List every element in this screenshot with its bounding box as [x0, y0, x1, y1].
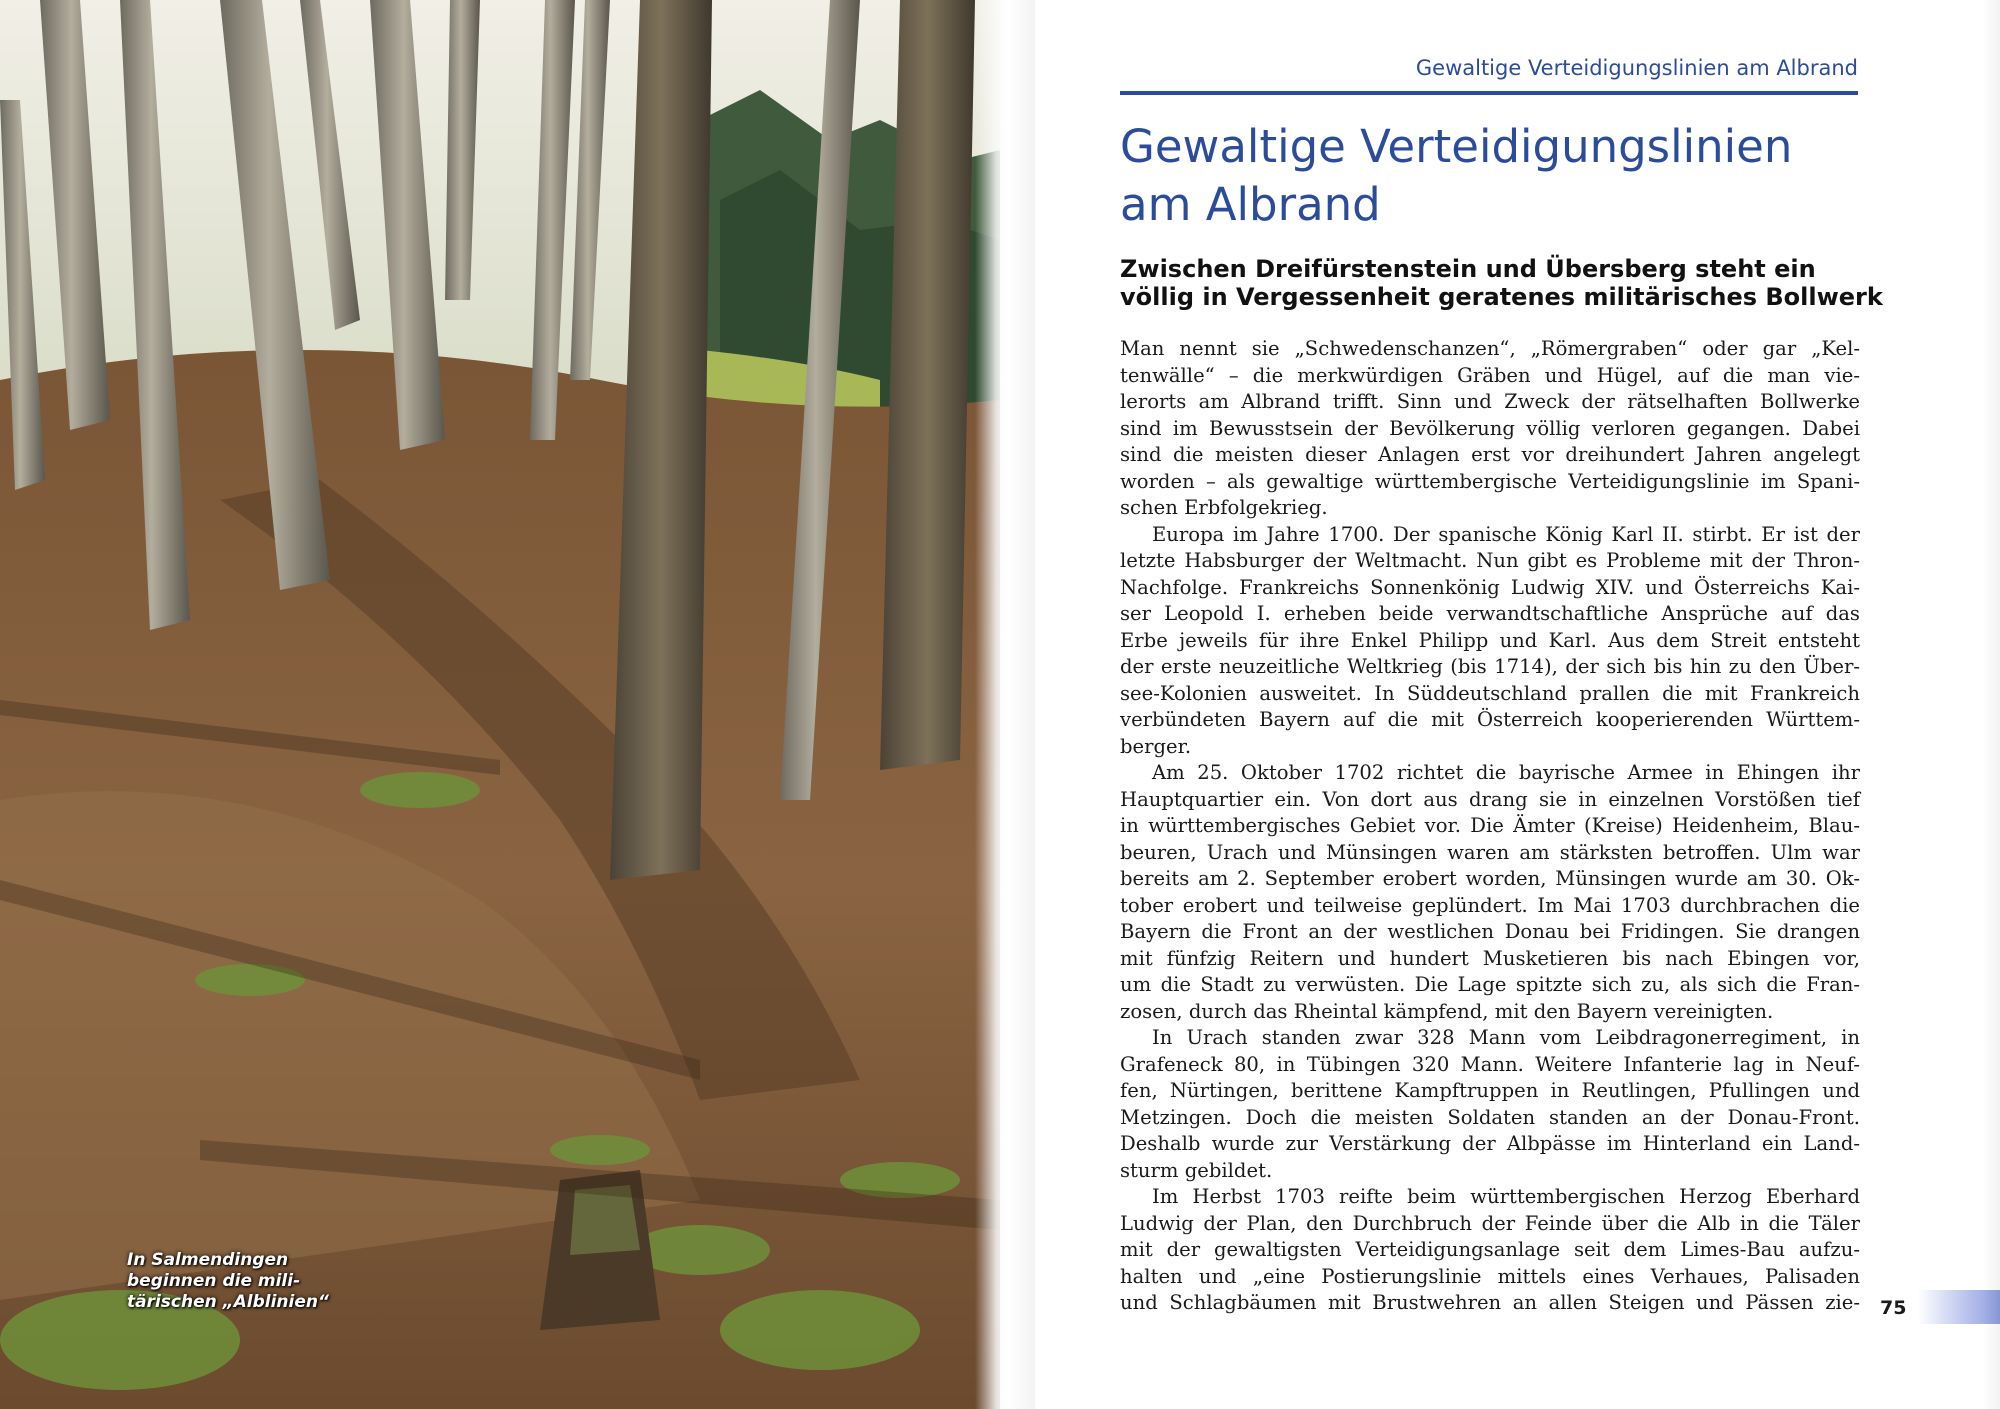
- body-line: mit der gewaltigsten Verteidigungsanlage seit dem Limes-Bau aufzu-: [1120, 1238, 1860, 1261]
- body-line: Metzingen. Doch die meisten Soldaten standen an der Donau-Front.: [1120, 1105, 1860, 1129]
- body-line: mit fünfzig Reitern und hundert Musketieren bis nach Ebingen vor,: [1120, 946, 1860, 970]
- photo-caption: [127, 1250, 357, 1313]
- body-line: Am 25. Oktober 1702 richtet die bayrische Armee in Ehingen ihr: [1152, 761, 1860, 784]
- body-line: beuren, Urach und Münsingen waren am stärksten betroffen. Ulm war: [1120, 840, 1860, 864]
- caption-line-2: beginnen die mili-: [127, 1271, 301, 1291]
- body-line: und Schlagbäumen mit Brustwehren an allen Steigen und Pässen zie-: [1120, 1291, 1860, 1314]
- chapter-subtitle-line-2: völlig in Vergessenheit geratenes militärisches Bollwerk: [1120, 283, 1883, 311]
- page-number: 75: [1880, 1297, 1907, 1319]
- body-line: Nachfolge. Frankreichs Sonnenkönig Ludwig XIV. und Österreichs Kai-: [1120, 575, 1860, 599]
- body-line: worden – als gewaltige württembergische Verteidigungslinie im Spani-: [1120, 469, 1860, 493]
- chapter-subtitle: [1120, 255, 1883, 311]
- body-line: zosen, durch das Rheintal kämpfend, mit den Bayern vereinigten.: [1120, 999, 1774, 1023]
- body-line: verbündeten Bayern auf die mit Österreich kooperierenden Württem-: [1120, 708, 1860, 731]
- body-line: der erste neuzeitliche Weltkrieg (bis 1714), der sich bis hin zu den Über-: [1120, 655, 1860, 678]
- running-head: Gewaltige Verteidigungslinien am Albrand: [1415, 56, 1858, 80]
- caption-line-3: tärischen „Alblinien“: [127, 1292, 329, 1312]
- body-line: halten und „eine Postierungslinie mittels eines Verhaues, Palisaden: [1120, 1264, 1860, 1288]
- body-line: lerorts am Albrand trifft. Sinn und Zweck der rätselhaften Bollwerke: [1120, 390, 1860, 413]
- body-line: um die Stadt zu verwüsten. Die Lage spitzte sich zu, als sich die Fran-: [1120, 973, 1860, 996]
- body-line: Deshalb wurde zur Verstärkung der Albpässe im Hinterland ein Land-: [1120, 1132, 1860, 1155]
- chapter-title-line-2: am Albrand: [1120, 178, 1381, 231]
- body-text: [1120, 336, 1860, 1317]
- body-line: fen, Nürtingen, berittene Kampftruppen in Reutlingen, Pfullingen und: [1120, 1079, 1860, 1102]
- body-line: In Urach standen zwar 328 Mann vom Leibdragonerregiment, in: [1152, 1026, 1860, 1049]
- body-line: Grafeneck 80, in Tübingen 320 Mann. Weitere Infanterie lag in Neuf-: [1120, 1052, 1860, 1076]
- body-line: sind die meisten dieser Anlagen erst vor dreihundert Jahren angelegt: [1120, 443, 1860, 466]
- body-line: sind im Bewusstsein der Bevölkerung völlig verloren gegangen. Dabei: [1120, 416, 1860, 440]
- header-rule: [1120, 91, 1858, 95]
- body-line: Bayern die Front an der westlichen Donau bei Fridingen. Sie drangen: [1120, 920, 1860, 943]
- body-line: Ludwig der Plan, den Durchbruch der Feinde über die Alb in die Täler: [1120, 1211, 1860, 1235]
- caption-line-1: In Salmendingen: [127, 1250, 289, 1270]
- chapter-title: [1120, 118, 1860, 234]
- body-line: berger.: [1120, 734, 1192, 758]
- chapter-title-line-1: Gewaltige Verteidigungslinien: [1120, 120, 1793, 173]
- body-line: sturm gebildet.: [1120, 1158, 1273, 1182]
- body-line: Im Herbst 1703 reifte beim württembergischen Herzog Eberhard: [1152, 1185, 1860, 1208]
- body-line: see-Kolonien ausweitet. In Süddeutschland prallen die mit Frankreich: [1120, 681, 1860, 705]
- chapter-subtitle-line-1: Zwischen Dreifürstenstein und Übersberg steht ein: [1120, 255, 1816, 283]
- body-line: letzte Habsburger der Weltmacht. Nun gibt es Probleme mit der Thron-: [1120, 549, 1860, 572]
- body-line: Hauptquartier ein. Von dort aus drang sie in einzelnen Vorstößen tief: [1120, 787, 1860, 811]
- body-line: bereits am 2. September erobert worden, Münsingen wurde am 30. Ok-: [1120, 867, 1860, 890]
- body-line: Europa im Jahre 1700. Der spanische König Karl II. stirbt. Er ist der: [1152, 522, 1860, 546]
- text-page: [1000, 0, 2000, 1409]
- page-edge: [1982, 0, 2000, 1409]
- body-line: tober erobert und teilweise geplündert. Im Mai 1703 durchbrachen die: [1120, 893, 1860, 917]
- body-line: in württembergisches Gebiet vor. Die Ämter (Kreise) Heidenheim, Blau-: [1120, 814, 1860, 837]
- body-line: Man nennt sie „Schwedenschanzen“, „Römergraben“ oder gar „Kel-: [1120, 337, 1860, 360]
- body-line: Erbe jeweils für ihre Enkel Philipp und Karl. Aus dem Streit entsteht: [1120, 628, 1860, 652]
- body-line: schen Erbfolgekrieg.: [1120, 496, 1328, 519]
- body-line: tenwälle“ – die merkwürdigen Gräben und Hügel, auf die man vie-: [1120, 363, 1860, 387]
- body-line: ser Leopold I. erheben beide verwandtschaftliche Ansprüche auf das: [1120, 602, 1860, 625]
